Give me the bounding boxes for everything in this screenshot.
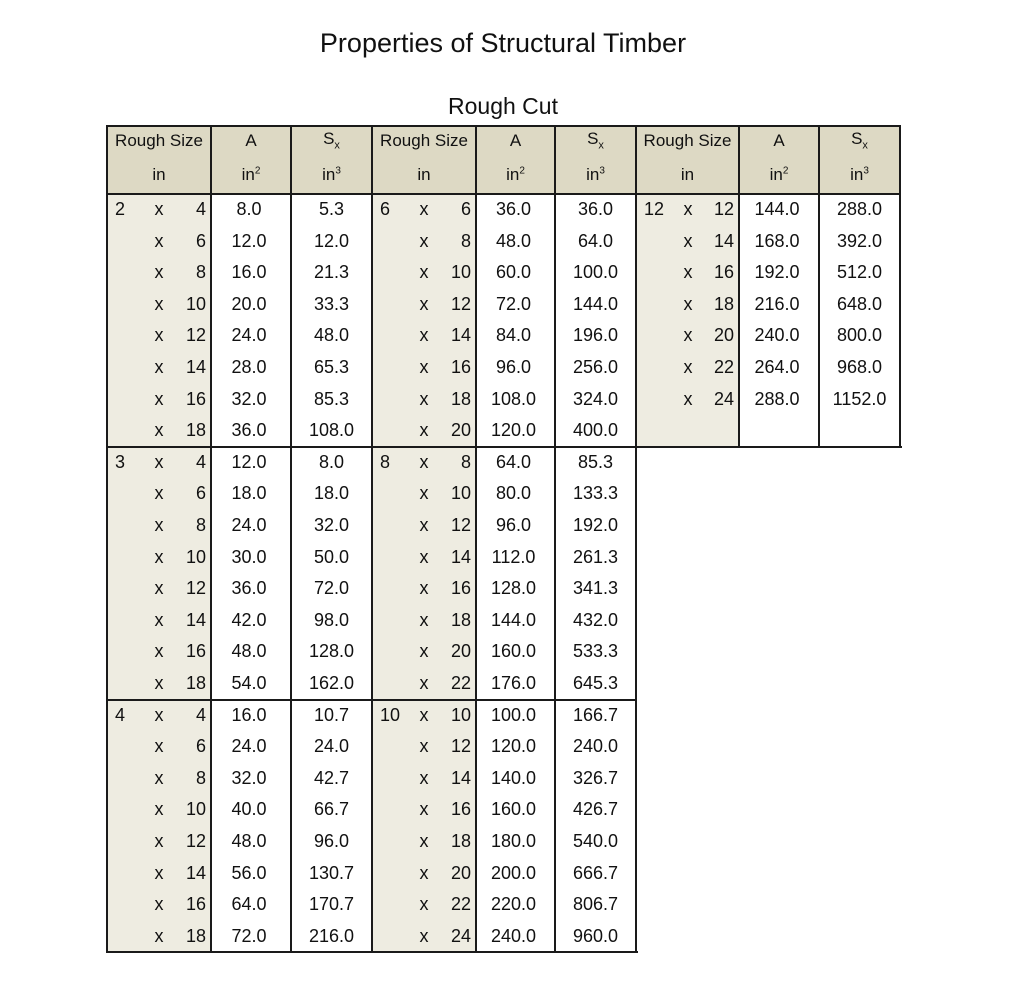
times-sign: x	[683, 325, 693, 346]
times-sign: x	[683, 293, 693, 314]
times-sign: x	[419, 262, 429, 283]
section-modulus-value: 130.7	[308, 862, 355, 883]
area-value: 64.0	[231, 894, 267, 915]
area-value: 60.0	[495, 262, 532, 283]
nominal-depth: 8	[460, 230, 471, 251]
nominal-depth: 4	[195, 704, 206, 725]
section-modulus-value: 968.0	[836, 357, 883, 377]
header-section-modulus: $S_x$	[323, 129, 340, 152]
table-subtitle: Rough Cut	[448, 93, 558, 119]
times-sign: x	[683, 262, 693, 283]
nominal-width: 3	[115, 451, 126, 472]
section-modulus-value: 216.0	[308, 925, 355, 946]
superscript: 2	[254, 165, 261, 177]
nominal-depth: 18	[450, 609, 471, 630]
header-section-modulus: $S_x$	[851, 129, 868, 152]
section-modulus-value: 512.0	[836, 262, 883, 283]
times-sign: x	[419, 609, 429, 630]
section-modulus-value: 144.0	[572, 293, 619, 314]
area-value: 30.0	[231, 546, 267, 567]
area-value: 36.0	[495, 199, 532, 219]
area-value: 100.0	[490, 704, 537, 725]
section-modulus-value: 240.0	[572, 736, 619, 757]
section-modulus-value: 256.0	[572, 357, 619, 377]
times-sign: x	[154, 483, 164, 504]
nominal-depth: 10	[450, 262, 471, 283]
nominal-depth: 4	[195, 199, 206, 219]
times-sign: x	[154, 578, 164, 599]
area-value: 48.0	[495, 230, 532, 251]
section-modulus-value: 666.7	[572, 862, 619, 883]
nominal-depth: 8	[460, 451, 471, 472]
nominal-depth: 12	[450, 515, 471, 535]
nominal-depth: 14	[185, 357, 206, 377]
nominal-depth: 16	[185, 894, 206, 915]
times-sign: x	[154, 767, 164, 788]
times-sign: x	[154, 262, 164, 283]
column-rule	[210, 125, 212, 953]
nominal-depth: 8	[195, 515, 206, 535]
area-value: 16.0	[231, 704, 267, 725]
area-value: 72.0	[231, 925, 267, 946]
section-modulus-value: 8.0	[318, 451, 345, 472]
section-modulus-value: 170.7	[308, 894, 355, 915]
area-value: 64.0	[495, 451, 532, 472]
area-value: 80.0	[495, 483, 532, 504]
area-value: 24.0	[231, 515, 267, 535]
header-area: A	[773, 131, 785, 150]
times-sign: x	[154, 641, 164, 662]
nominal-depth: 18	[185, 673, 206, 693]
nominal-width: 6	[380, 199, 391, 219]
column-rule	[738, 125, 740, 448]
section-modulus-value: 21.3	[313, 262, 350, 283]
nominal-depth: 14	[450, 325, 471, 346]
times-sign: x	[419, 293, 429, 314]
header-area: A	[509, 131, 522, 150]
area-value: 12.0	[231, 451, 267, 472]
section-modulus-value: 98.0	[313, 609, 350, 630]
times-sign: x	[419, 925, 429, 946]
times-sign: x	[419, 673, 429, 693]
section-modulus-value: 66.7	[313, 799, 350, 820]
nominal-depth: 12	[185, 831, 206, 851]
area-value: 54.0	[231, 673, 267, 693]
header-area-unit: $in^2$	[769, 165, 789, 184]
nominal-depth: 6	[460, 199, 471, 219]
area-value: 12.0	[231, 230, 267, 251]
section-modulus-value: 33.3	[313, 293, 350, 314]
column-rule	[554, 125, 556, 953]
area-value: 24.0	[231, 325, 267, 346]
nominal-width: 10	[380, 704, 401, 725]
area-value: 72.0	[495, 293, 532, 314]
section-modulus-value: 36.0	[577, 199, 614, 219]
times-sign: x	[419, 325, 429, 346]
nominal-depth: 22	[713, 357, 734, 377]
header-rough-size: Rough Size	[643, 131, 732, 150]
area-value: 112.0	[491, 546, 536, 567]
nominal-depth: 12	[185, 325, 206, 346]
times-sign: x	[419, 894, 429, 915]
nominal-depth: 12	[450, 293, 471, 314]
times-sign: x	[154, 862, 164, 883]
times-sign: x	[419, 515, 429, 535]
section-modulus-value: 540.0	[572, 831, 619, 851]
times-sign: x	[683, 357, 693, 377]
nominal-depth: 6	[195, 230, 206, 251]
nominal-depth: 14	[185, 862, 206, 883]
nominal-depth: 18	[450, 831, 471, 851]
times-sign: x	[683, 199, 693, 219]
section-modulus-value: 18.0	[313, 483, 350, 504]
area-value: 240.0	[754, 325, 800, 346]
area-value: 144.0	[754, 199, 800, 219]
times-sign: x	[154, 325, 164, 346]
times-sign: x	[419, 767, 429, 788]
section-modulus-value: 806.7	[572, 894, 619, 915]
area-value: 18.0	[231, 483, 267, 504]
area-value: 240.0	[490, 925, 537, 946]
times-sign: x	[154, 925, 164, 946]
section-modulus-value: 85.3	[313, 388, 350, 409]
area-value: 84.0	[495, 325, 532, 346]
times-sign: x	[154, 293, 164, 314]
header-rough-size: Rough Size	[115, 131, 203, 150]
section-modulus-value: 261.3	[572, 546, 619, 567]
nominal-depth: 18	[713, 293, 734, 314]
area-value: 128.0	[490, 578, 537, 599]
page-title: Properties of Structural Timber	[319, 28, 687, 58]
header-area-unit: $in^2$	[506, 165, 525, 184]
section-modulus-value: 96.0	[313, 831, 350, 851]
nominal-depth: 20	[713, 325, 734, 346]
column-rule	[475, 125, 477, 953]
area-value: 144.0	[490, 609, 537, 630]
times-sign: x	[419, 546, 429, 567]
column-rule	[290, 125, 292, 953]
section-modulus-value: 324.0	[572, 388, 619, 409]
area-value: 120.0	[490, 420, 537, 441]
nominal-depth: 16	[185, 641, 206, 662]
nominal-depth: 24	[450, 925, 471, 946]
superscript: 2	[519, 165, 525, 177]
area-value: 288.0	[754, 388, 800, 409]
nominal-depth: 14	[450, 767, 471, 788]
nominal-depth: 12	[713, 199, 734, 219]
times-sign: x	[419, 388, 429, 409]
nominal-depth: 16	[450, 799, 471, 820]
section-modulus-value: 326.7	[572, 767, 619, 788]
area-value: 16.0	[231, 262, 267, 283]
column-rule	[818, 125, 820, 448]
nominal-depth: 18	[450, 388, 471, 409]
section-modulus-value: 108.0	[308, 420, 355, 441]
area-value: 120.0	[490, 736, 537, 757]
area-value: 56.0	[231, 862, 267, 883]
section-modulus-value: 12.0	[313, 230, 350, 251]
times-sign: x	[154, 451, 164, 472]
nominal-depth: 24	[713, 388, 734, 409]
area-value: 96.0	[495, 357, 532, 377]
times-sign: x	[154, 199, 164, 219]
nominal-depth: 8	[195, 262, 206, 283]
times-sign: x	[154, 609, 164, 630]
section-modulus-value: 162.0	[308, 673, 355, 693]
header-modulus-unit: $in^3$	[586, 165, 605, 184]
section-modulus-value: 400.0	[572, 420, 619, 441]
times-sign: x	[419, 862, 429, 883]
section-modulus-value: 85.3	[577, 451, 614, 472]
area-value: 28.0	[231, 357, 267, 377]
nominal-depth: 20	[450, 641, 471, 662]
section-modulus-value: 1152.0	[832, 388, 887, 409]
nominal-depth: 12	[450, 736, 471, 757]
nominal-width: 8	[380, 451, 391, 472]
area-value: 264.0	[754, 357, 800, 377]
section-modulus-value: 166.7	[572, 704, 619, 725]
superscript: 3	[599, 165, 605, 177]
area-value: 42.0	[231, 609, 267, 630]
section-modulus-value: 392.0	[836, 230, 883, 251]
section-modulus-value: 192.0	[572, 515, 619, 535]
area-value: 108.0	[490, 388, 537, 409]
nominal-depth: 6	[195, 736, 206, 757]
header-area: A	[245, 131, 257, 150]
times-sign: x	[419, 199, 429, 219]
section-modulus-value: 72.0	[313, 578, 350, 599]
header-size-unit: in	[152, 165, 166, 184]
section-modulus-value: 128.0	[308, 641, 355, 662]
nominal-depth: 22	[450, 894, 471, 915]
nominal-depth: 12	[185, 578, 206, 599]
area-value: 176.0	[490, 673, 537, 693]
times-sign: x	[419, 451, 429, 472]
area-value: 200.0	[490, 862, 537, 883]
nominal-depth: 20	[450, 862, 471, 883]
section-modulus-value: 432.0	[572, 609, 619, 630]
nominal-depth: 14	[185, 609, 206, 630]
area-value: 32.0	[231, 388, 267, 409]
section-modulus-value: 64.0	[577, 230, 614, 251]
nominal-width: 12	[644, 199, 665, 219]
nominal-depth: 18	[185, 420, 206, 441]
section-modulus-value: 426.7	[572, 799, 619, 820]
nominal-depth: 14	[450, 546, 471, 567]
section-modulus-value: 50.0	[313, 546, 350, 567]
section-modulus-value: 5.3	[318, 199, 345, 219]
times-sign: x	[154, 894, 164, 915]
header-section-modulus: $S_x$	[587, 129, 604, 152]
area-value: 8.0	[236, 199, 262, 219]
nominal-depth: 10	[185, 799, 206, 820]
area-value: 24.0	[231, 736, 267, 757]
times-sign: x	[154, 673, 164, 693]
times-sign: x	[154, 230, 164, 251]
times-sign: x	[154, 357, 164, 377]
area-value: 140.0	[490, 767, 537, 788]
area-value: 32.0	[231, 767, 267, 788]
times-sign: x	[419, 578, 429, 599]
nominal-depth: 18	[185, 925, 206, 946]
times-sign: x	[419, 799, 429, 820]
times-sign: x	[154, 388, 164, 409]
nominal-depth: 14	[713, 230, 734, 251]
section-modulus-value: 100.0	[572, 262, 619, 283]
column-rule	[106, 125, 108, 953]
nominal-depth: 8	[195, 767, 206, 788]
nominal-depth: 4	[195, 451, 206, 472]
section-modulus-value: 32.0	[313, 515, 350, 535]
nominal-depth: 16	[713, 262, 734, 283]
section-modulus-value: 42.7	[313, 767, 350, 788]
nominal-depth: 10	[185, 546, 206, 567]
area-value: 36.0	[231, 578, 267, 599]
nominal-depth: 10	[450, 704, 471, 725]
header-size-unit: in	[417, 165, 431, 184]
section-modulus-value: 48.0	[313, 325, 350, 346]
area-value: 220.0	[490, 894, 537, 915]
header-modulus-unit: $in^3$	[850, 165, 869, 184]
column-rule	[899, 125, 901, 448]
times-sign: x	[419, 736, 429, 757]
header-modulus-unit: $in^3$	[322, 165, 341, 184]
area-value: 216.0	[754, 293, 800, 314]
section-modulus-value: 24.0	[313, 736, 350, 757]
area-value: 20.0	[231, 293, 267, 314]
table-border-top	[107, 125, 900, 127]
area-value: 192.0	[754, 262, 800, 283]
times-sign: x	[419, 420, 429, 441]
area-value: 48.0	[231, 831, 267, 851]
nominal-width: 4	[115, 704, 126, 725]
nominal-depth: 10	[185, 293, 206, 314]
times-sign: x	[419, 831, 429, 851]
section-modulus-value: 533.3	[572, 641, 619, 662]
nominal-width: 2	[115, 199, 126, 219]
times-sign: x	[154, 831, 164, 851]
area-value: 48.0	[231, 641, 267, 662]
section-modulus-value: 800.0	[836, 325, 883, 346]
times-sign: x	[154, 736, 164, 757]
times-sign: x	[683, 230, 693, 251]
times-sign: x	[419, 483, 429, 504]
times-sign: x	[419, 230, 429, 251]
superscript: 2	[782, 165, 789, 177]
times-sign: x	[683, 388, 693, 409]
area-value: 180.0	[490, 831, 537, 851]
subscript: x	[334, 139, 340, 152]
section-modulus-value: 133.3	[572, 483, 619, 504]
area-value: 168.0	[754, 230, 800, 251]
section-modulus-value: 645.3	[572, 673, 619, 693]
superscript: 3	[863, 165, 869, 177]
section-modulus-value: 196.0	[572, 325, 619, 346]
times-sign: x	[154, 799, 164, 820]
column-rule	[371, 125, 373, 953]
nominal-depth: 16	[450, 578, 471, 599]
times-sign: x	[154, 515, 164, 535]
times-sign: x	[419, 641, 429, 662]
area-value: 160.0	[490, 799, 537, 820]
section-modulus-value: 648.0	[836, 293, 883, 314]
header-rule	[107, 193, 900, 195]
column-rule	[635, 125, 637, 953]
subscript: x	[598, 139, 604, 152]
times-sign: x	[154, 546, 164, 567]
section-modulus-value: 10.7	[313, 704, 350, 725]
times-sign: x	[419, 357, 429, 377]
header-size-unit: in	[680, 165, 695, 184]
section-modulus-value: 960.0	[572, 925, 619, 946]
subscript: x	[862, 139, 868, 152]
section-modulus-value: 288.0	[836, 199, 883, 219]
area-value: 96.0	[495, 515, 532, 535]
times-sign: x	[419, 704, 429, 725]
area-value: 36.0	[231, 420, 267, 441]
nominal-depth: 16	[450, 357, 471, 377]
table-border-bottom	[636, 446, 902, 448]
section-modulus-value: 341.3	[572, 578, 619, 599]
area-value: 40.0	[231, 799, 267, 820]
superscript: 3	[335, 165, 341, 177]
nominal-depth: 16	[185, 388, 206, 409]
header-area-unit: $in^2$	[241, 165, 261, 184]
nominal-depth: 6	[195, 483, 206, 504]
area-value: 160.0	[490, 641, 537, 662]
nominal-depth: 10	[450, 483, 471, 504]
header-rough-size: Rough Size	[380, 131, 468, 150]
times-sign: x	[154, 420, 164, 441]
times-sign: x	[154, 704, 164, 725]
nominal-depth: 22	[450, 673, 471, 693]
nominal-depth: 20	[450, 420, 471, 441]
section-modulus-value: 65.3	[313, 357, 350, 377]
